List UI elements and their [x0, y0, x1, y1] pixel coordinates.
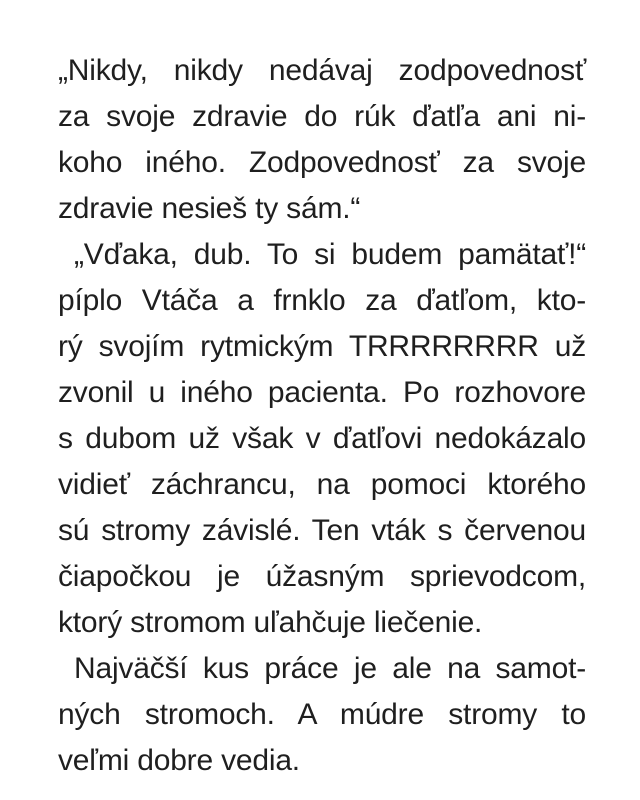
text-line: „Nikdy, nikdy nedávaj zodpovednosť — [58, 54, 586, 87]
text-line: vidieť záchrancu, na pomoci ktorého — [58, 468, 586, 501]
text-line: za svoje zdravie do rúk ďatľa ani ni- — [58, 100, 586, 133]
text-line: rý svojím rytmickým TRRRRRRRR už — [58, 330, 586, 363]
text-line: zdravie nesieš ty sám.“ — [58, 192, 361, 225]
text-line: koho iného. Zodpovednosť za svoje — [58, 146, 586, 179]
text-line: píplo Vtáča a frnklo za ďatľom, kto- — [58, 284, 586, 317]
paragraph-2 — [58, 232, 586, 646]
text-line: ktorý stromom uľahčuje liečenie. — [58, 606, 483, 639]
text-line: „Vďaka, dub. To si budem pamätať!“ — [74, 238, 586, 271]
paragraph-3 — [58, 646, 586, 784]
text-line: zvonil u iného pacienta. Po rozhovore — [58, 376, 586, 409]
text-line: čiapočkou je úžasným sprievodcom, — [58, 560, 586, 593]
text-line: sú stromy závislé. Ten vták s červenou — [58, 514, 586, 547]
text-line: ných stromoch. A múdre stromy to — [58, 698, 586, 731]
text-line: veľmi dobre vedia. — [58, 744, 300, 777]
book-page — [58, 48, 586, 784]
text-line: s dubom už však v ďatľovi nedokázalo — [58, 422, 586, 455]
text-line: Najväčší kus práce je ale na samot- — [74, 652, 586, 685]
paragraph-1 — [58, 48, 586, 232]
